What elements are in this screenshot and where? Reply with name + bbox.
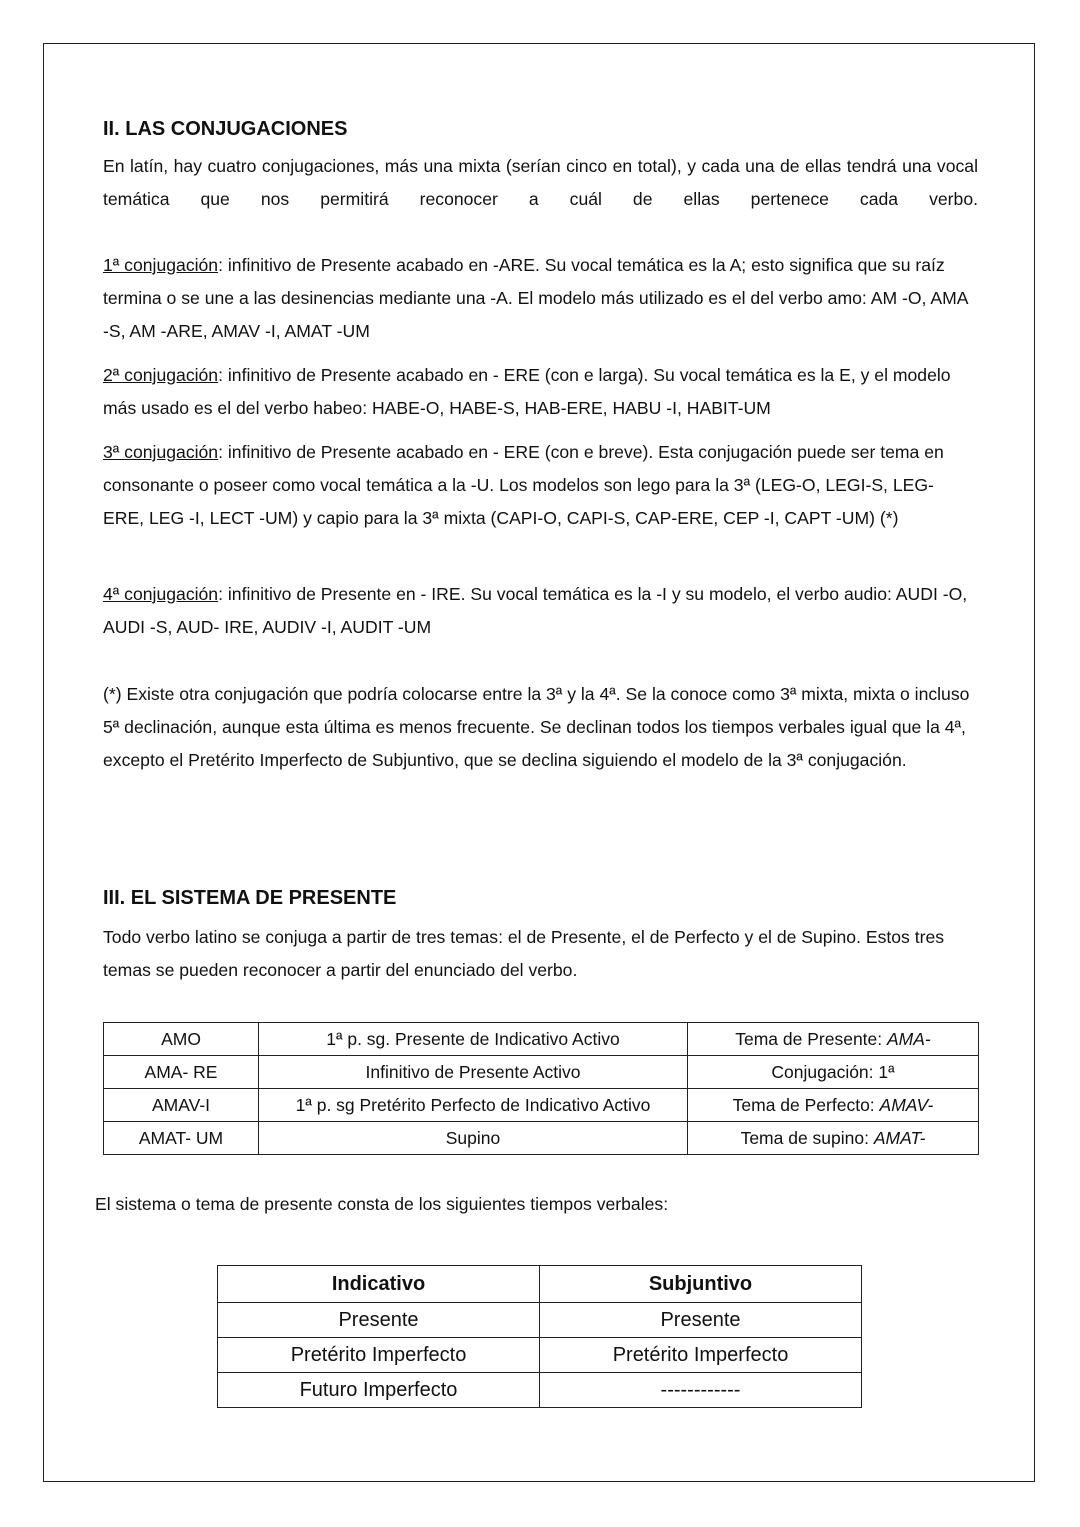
paragraph-note: (*) Existe otra conjugación que podría colocarse entre la 3ª y la 4ª. Se la conoce como 3ª mixta, mixta o incluso 5ª declinación, aunque esta última es menos frecuente. Se declinan todos los tiempos verbales igual que la 4ª, excepto el Pretérito Imperfecto de Subjuntivo, que se declina siguiendo el modelo de la 3ª conjugación. <box>103 684 970 770</box>
table-row <box>218 1338 862 1373</box>
table-row <box>104 1089 979 1122</box>
cell: Presente <box>540 1303 862 1338</box>
verb-stems-table <box>103 1022 979 1155</box>
conj-label: 1ª conjugación <box>103 255 219 275</box>
conj-label: 2ª conjugación <box>103 365 219 385</box>
cell: Pretérito Imperfecto <box>540 1338 862 1373</box>
conj-text: : infinitivo de Presente acabado en - ERE (con e breve). Esta conjugación puede ser tema en consonante o poseer como vocal temática a la -U. Los modelos son lego para la 3ª (LEG-O, LEGI-S, LEG- ERE, LEG -I, LECT -UM) y capio para la 3ª mixta (CAPI-O, CAPI-S, CAP-ERE, CEP -I, CAPT -UM) (*) <box>103 442 944 528</box>
table-row <box>104 1122 979 1155</box>
paragraph-intro: Todo verbo latino se conjuga a partir de tres temas: el de Presente, el de Perfecto y el de Supino. Estos tres temas se pueden reconocer a partir del enunciado del verbo. <box>103 927 945 980</box>
table-row <box>218 1303 862 1338</box>
table-row <box>104 1056 979 1089</box>
cell: Tema de Presente: AMA- <box>688 1023 979 1056</box>
cell: Pretérito Imperfecto <box>218 1338 540 1373</box>
sentence: El sistema o tema de presente consta de los siguientes tiempos verbales: <box>95 1194 669 1214</box>
tenses-table <box>217 1265 862 1408</box>
cell: AMAT- UM <box>104 1122 259 1155</box>
cell: Futuro Imperfecto <box>218 1373 540 1408</box>
cell: Tema de supino: AMAT- <box>688 1122 979 1155</box>
cell: Supino <box>259 1122 688 1155</box>
cell: Presente <box>218 1303 540 1338</box>
table-row <box>218 1373 862 1408</box>
table-row <box>104 1023 979 1056</box>
cell: AMA- RE <box>104 1056 259 1089</box>
cell: 1ª p. sg. Presente de Indicativo Activo <box>259 1023 688 1056</box>
paragraph-conj4 <box>103 578 978 644</box>
paragraph-conj1 <box>103 249 978 348</box>
conj-text: : infinitivo de Presente acabado en - ERE (con e larga). Su vocal temática es la E, y el modelo más usado es el del verbo habeo: HABE-O, HABE-S, HAB-ERE, HABU -I, HABIT-UM <box>103 365 951 418</box>
conj-text: : infinitivo de Presente en - IRE. Su vocal temática es la -I y su modelo, el verbo audio: AUDI -O, AUDI -S, AUD- IRE, AUDIV -I, AUDIT -UM <box>103 584 968 637</box>
cell: ------------ <box>540 1373 862 1408</box>
cell: Tema de Perfecto: AMAV- <box>688 1089 979 1122</box>
paragraph-conj2 <box>103 359 978 425</box>
cell: 1ª p. sg Pretérito Perfecto de Indicativo Activo <box>259 1089 688 1122</box>
column-header: Indicativo <box>218 1266 540 1303</box>
cell: AMAV-I <box>104 1089 259 1122</box>
conj-text: : infinitivo de Presente acabado en -ARE. Su vocal temática es la A; esto significa que su raíz termina o se une a las desinencias mediante una -A. El modelo más utilizado es el del verbo amo: AM -O, AMA -S, AM -ARE, AMAV -I, AMAT -UM <box>103 255 968 341</box>
paragraph-conj3 <box>103 436 978 535</box>
cell: AMO <box>104 1023 259 1056</box>
section-title: III. EL SISTEMA DE PRESENTE <box>103 887 397 909</box>
conj-label: 3ª conjugación <box>103 442 219 462</box>
table-header-row <box>218 1266 862 1303</box>
paragraph-intro: En latín, hay cuatro conjugaciones, más una mixta (serían cinco en total), y cada una de ellas tendrá una vocal temática que nos permitirá reconocer a cuál de ellas pertenece cada verbo. <box>103 156 978 209</box>
conj-label: 4ª conjugación <box>103 584 219 604</box>
section-title: II. LAS CONJUGACIONES <box>103 118 348 140</box>
column-header: Subjuntivo <box>540 1266 862 1303</box>
cell: Infinitivo de Presente Activo <box>259 1056 688 1089</box>
cell: Conjugación: 1ª <box>688 1056 979 1089</box>
